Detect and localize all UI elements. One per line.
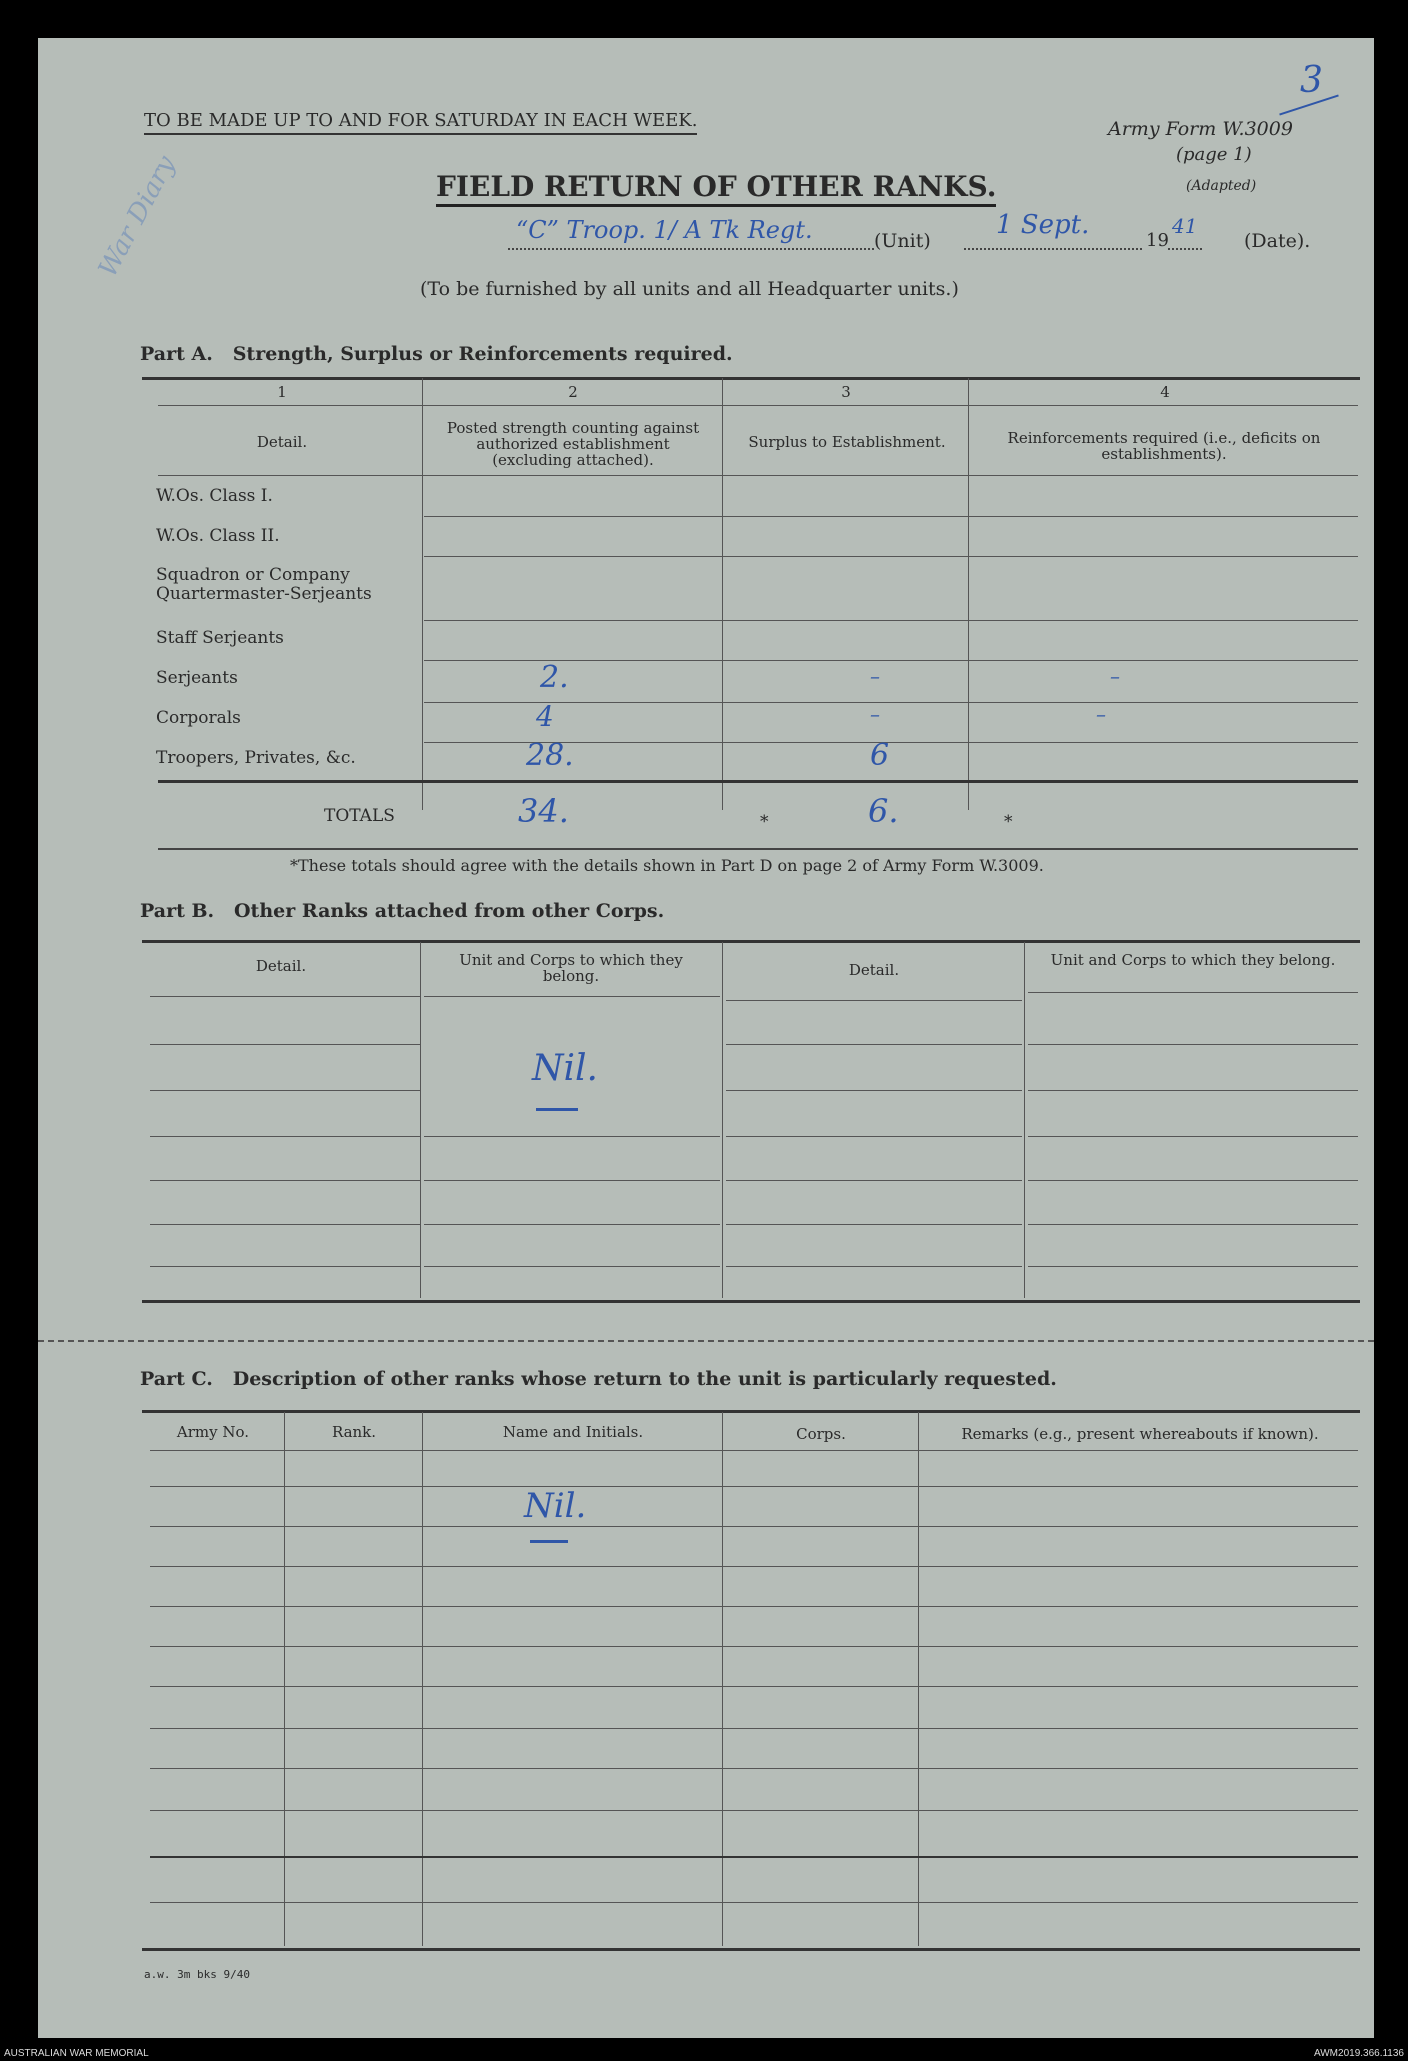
margin-note: War Diary — [93, 151, 182, 283]
part-b-rule — [726, 1224, 1022, 1225]
part-b-col-header: Detail. — [848, 961, 900, 979]
totals-label: TOTALS — [324, 806, 395, 826]
row-detail: Staff Serjeants — [156, 628, 284, 648]
part-c-top-rule — [142, 1410, 1360, 1413]
part-c-col-header: Name and Initials. — [502, 1423, 644, 1441]
part-b-rule — [424, 1136, 720, 1137]
totals-top-rule — [158, 780, 1358, 783]
part-c-rule — [150, 1768, 1358, 1769]
part-a-col-divider-3 — [968, 378, 969, 810]
form-sheet — [38, 38, 1374, 2038]
form-title: FIELD RETURN OF OTHER RANKS. — [436, 170, 996, 207]
unit-dotted-line — [508, 248, 874, 250]
part-b-rule — [1028, 992, 1358, 993]
part-c-col-divider-2 — [422, 1412, 423, 1946]
part-b-rule — [1028, 1224, 1358, 1225]
part-b-rule — [150, 1090, 420, 1091]
part-a-col-number: 4 — [1160, 383, 1170, 401]
part-a-col-divider-1 — [422, 378, 423, 810]
part-b-rule — [1028, 1090, 1358, 1091]
instruction-text: (To be furnished by all units and all Headquarter units.) — [420, 278, 959, 300]
part-b-rule — [1028, 1180, 1358, 1181]
part-a-num-rule — [158, 405, 1358, 406]
part-b-rule — [1028, 1136, 1358, 1137]
part-a-top-rule — [142, 377, 1360, 380]
row-rule — [424, 556, 1358, 557]
part-c-rule — [150, 1606, 1358, 1607]
part-b-rule — [1028, 1266, 1358, 1267]
part-b-col-divider-3 — [1024, 942, 1025, 1298]
footer-right: AWM2019.366.1136 — [1313, 2048, 1404, 2059]
part-b-rule — [150, 1266, 420, 1267]
part-c-rule — [150, 1856, 1358, 1858]
part-c-rule — [150, 1902, 1358, 1903]
part-b-col-header: Detail. — [255, 957, 307, 975]
part-b-rule — [424, 1180, 720, 1181]
part-b-rule — [150, 996, 420, 997]
footer-left: AUSTRALIAN WAR MEMORIAL — [4, 2048, 149, 2059]
date-dotted-line — [964, 248, 1142, 250]
row-rule — [424, 702, 1358, 703]
part-b-rule — [424, 996, 720, 997]
part-b-rule — [726, 1266, 1022, 1267]
part-b-rule — [150, 1224, 420, 1225]
part-c-rule — [150, 1646, 1358, 1647]
part-a-header-rule — [158, 475, 1358, 476]
totals-surplus-marker: * — [760, 812, 769, 832]
part-b-bottom-rule — [142, 1300, 1360, 1303]
part-a-bottom-rule — [158, 848, 1358, 850]
unit-label: (Unit) — [874, 230, 931, 252]
part-b-rule — [1028, 1044, 1358, 1045]
part-c-col-header: Remarks (e.g., present whereabouts if known). — [961, 1425, 1319, 1443]
adapted-note: (Adapted) — [1186, 178, 1257, 194]
reinf-value: – — [1110, 664, 1120, 688]
part-b-rule — [424, 1224, 720, 1225]
part-b-col-header: Unit and Corps to which they belong. — [459, 951, 683, 985]
part-c-rule — [150, 1450, 1358, 1451]
part-c-col-divider-4 — [918, 1412, 919, 1946]
part-a-col-number: 1 — [277, 383, 287, 401]
surplus-value: 6 — [870, 738, 890, 773]
posted-value: 28. — [526, 738, 574, 773]
row-rule — [424, 516, 1358, 517]
part-c-rule — [150, 1810, 1358, 1811]
part-b-rule — [150, 1044, 420, 1045]
part-c-col-header: Rank. — [331, 1423, 377, 1441]
part-c-col-divider-1 — [284, 1412, 285, 1946]
row-detail: Corporals — [156, 708, 241, 728]
part-b-rule — [726, 1136, 1022, 1137]
part-c-rule — [150, 1728, 1358, 1729]
surplus-value: – — [870, 664, 880, 688]
part-a-col-header: Posted strength counting against authorized establishment (excluding attached). — [446, 419, 700, 469]
part-c-col-header: Corps. — [796, 1425, 846, 1443]
row-detail: W.Os. Class II. — [156, 526, 280, 546]
part-b-col-header: Unit and Corps to which they belong. — [1050, 951, 1336, 969]
part-b-rule — [150, 1136, 420, 1137]
part-c-rule — [150, 1526, 1358, 1527]
year-prefix: 19 — [1146, 230, 1169, 251]
reinf-value: – — [1096, 702, 1106, 726]
part-b-rule — [726, 1090, 1022, 1091]
part-a-col-number: 3 — [841, 383, 851, 401]
part-b-title: Part B. Other Ranks attached from other Corps. — [140, 900, 665, 922]
part-a-col-header: Reinforcements required (i.e., deficits on establishments). — [1007, 429, 1321, 463]
part-c-rule — [150, 1566, 1358, 1567]
part-a-title: Part A. Strength, Surplus or Reinforcements required. — [140, 343, 733, 365]
row-detail: W.Os. Class I. — [156, 486, 273, 506]
form-id: Army Form W.3009 — [1108, 118, 1293, 140]
part-a-col-number: 2 — [568, 383, 578, 401]
part-b-col-divider-1 — [420, 942, 421, 1298]
part-b-top-rule — [142, 940, 1360, 943]
totals-surplus: 6. — [868, 792, 899, 830]
part-a-footnote: *These totals should agree with the details shown in Part D on page 2 of Army Form W.3009. — [290, 856, 1044, 875]
date-label: (Date). — [1244, 230, 1311, 252]
part-b-rule — [424, 1266, 720, 1267]
part-a-col-header: Detail. — [256, 433, 308, 451]
perforation-line — [38, 1340, 1374, 1342]
part-b-col-divider-2 — [722, 942, 723, 1298]
row-detail: Serjeants — [156, 668, 238, 688]
part-b-rule — [726, 1044, 1022, 1045]
year-dotted-line — [1168, 248, 1202, 250]
part-c-col-header: Army No. — [176, 1423, 250, 1441]
part-a-col-divider-2 — [722, 378, 723, 810]
row-detail: Squadron or Company Quartermaster-Serjeants — [156, 565, 372, 604]
surplus-value: – — [870, 702, 880, 726]
part-c-rule — [150, 1686, 1358, 1687]
page-number: 3 — [1300, 60, 1323, 101]
part-a-col-header: Surplus to Establishment. — [748, 433, 946, 451]
print-code: a.w. 3m bks 9/40 — [144, 1968, 250, 1981]
part-c-rule — [150, 1486, 1358, 1487]
part-c-entry-underline — [530, 1540, 568, 1543]
part-c-title: Part C. Description of other ranks whose return to the unit is particularly requested. — [140, 1368, 1057, 1390]
date-value: 1 Sept. — [996, 210, 1090, 240]
totals-reinf-marker: * — [1004, 812, 1013, 832]
posted-value: 4 — [536, 700, 554, 733]
totals-posted: 34. — [518, 792, 569, 830]
part-c-col-divider-3 — [722, 1412, 723, 1946]
part-c-bottom-rule — [142, 1948, 1360, 1951]
part-c-entry: Nil. — [524, 1486, 587, 1526]
row-rule — [424, 620, 1358, 621]
page-note: (page 1) — [1176, 144, 1252, 165]
posted-value: 2. — [540, 660, 569, 695]
part-b-entry: Nil. — [532, 1048, 598, 1089]
part-b-rule — [726, 1000, 1022, 1001]
year-value: 41 — [1172, 214, 1198, 238]
part-b-rule — [726, 1180, 1022, 1181]
unit-value: “C” Troop. 1/ A Tk Regt. — [516, 216, 813, 244]
part-b-entry-underline — [536, 1108, 578, 1111]
weekly-note: TO BE MADE UP TO AND FOR SATURDAY IN EACH WEEK. — [144, 110, 697, 135]
row-detail: Troopers, Privates, &c. — [156, 748, 356, 768]
part-b-rule — [150, 1180, 420, 1181]
